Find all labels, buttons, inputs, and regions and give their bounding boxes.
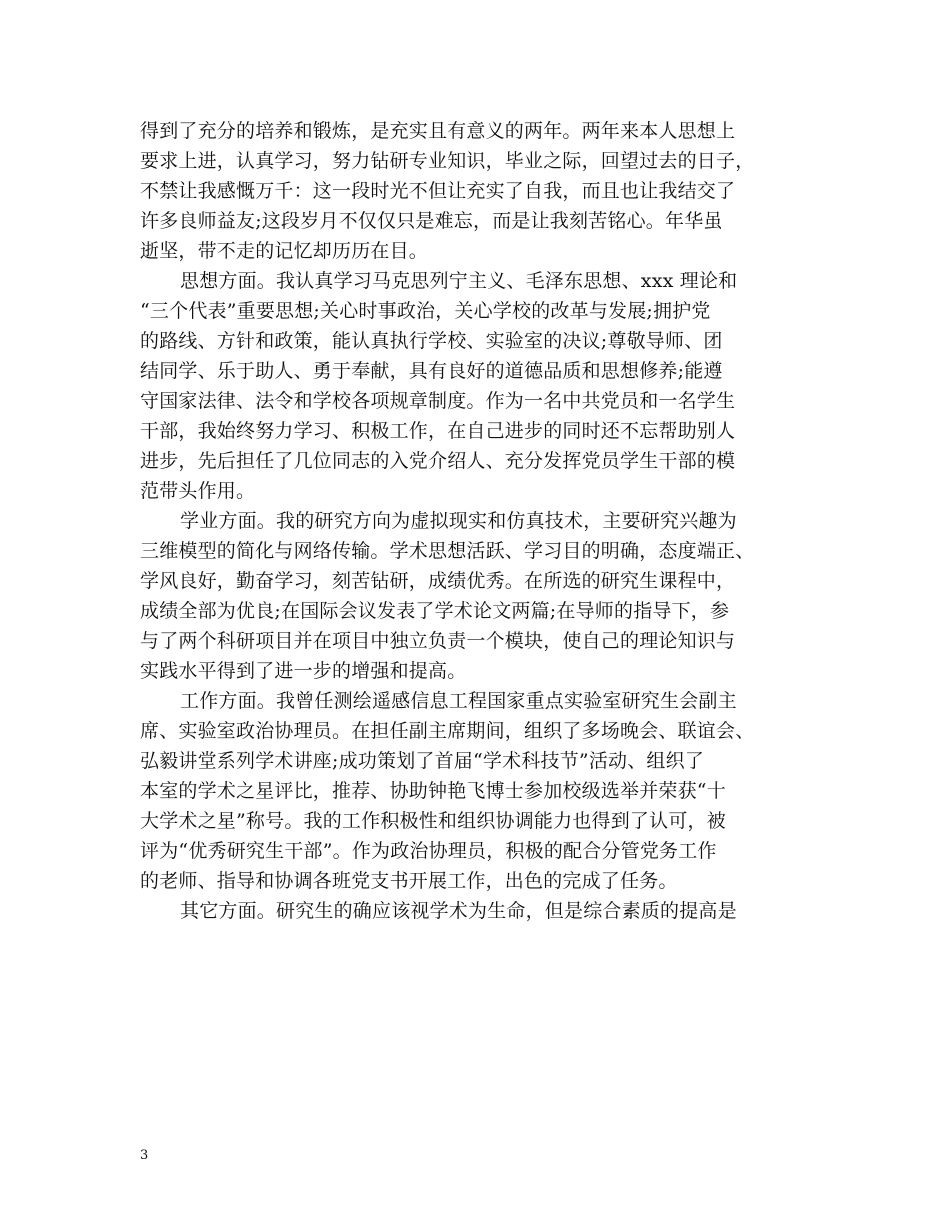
body-text: [140, 116, 820, 926]
text-line: 评为“优秀研究生干部”。作为政治协理员，积极的配合分管党务工作: [140, 840, 717, 862]
text-line: 工作方面。我曾任测绘遥感信息工程国家重点实验室研究生会副主: [180, 690, 737, 712]
text-line: 结同学、乐于助人、勇于奉献，具有良好的道德品质和思想修养;能遵: [140, 360, 723, 382]
text-line: 与了两个科研项目并在项目中独立负责一个模块，使自己的理论知识与: [140, 630, 736, 652]
text-line: 学业方面。我的研究方向为虚拟现实和仿真技术，主要研究兴趣为: [180, 510, 737, 532]
text-line: 弘毅讲堂系列学术讲座;成功策划了首届“学术科技节”活动、组织了: [140, 750, 705, 772]
paragraph: [140, 506, 820, 686]
text-line: 许多良师益友;这段岁月不仅仅只是难忘，而是让我刻苦铭心。年华虽: [140, 210, 723, 232]
text-line: 范带头作用。: [140, 480, 256, 502]
text-line: 三维模型的简化与网络传输。学术思想活跃、学习目的明确，态度端正、: [140, 540, 755, 562]
text-line: 学风良好，勤奋学习，刻苦钻研，成绩优秀。在所选的研究生课程中，: [140, 570, 736, 592]
paragraph: [140, 266, 820, 506]
text-line: 的老师、指导和协调各班党支书开展工作，出色的完成了任务。: [140, 870, 678, 892]
text-line: 成绩全部为优良;在国际会议发表了学术论文两篇;在导师的指导下，参: [140, 600, 730, 622]
text-line: 实践水平得到了进一步的增强和提高。: [140, 660, 467, 682]
text-line: 的路线、方针和政策，能认真执行学校、实验室的决议;尊敬导师、团: [140, 330, 723, 352]
text-line: 守国家法律、法令和学校各项规章制度。作为一名中共党员和一名学生: [140, 390, 736, 412]
text-line: 逝坚，带不走的记忆却历历在目。: [140, 240, 429, 262]
paragraph: [140, 116, 820, 266]
text-line: 干部，我始终努力学习、积极工作，在自己进步的同时还不忘帮助别人: [140, 420, 736, 442]
text-line: 思想方面。我认真学习马克思列宁主义、毛泽东思想、xxx 理论和: [180, 270, 738, 292]
text-line: 要求上进，认真学习，努力钻研专业知识，毕业之际，回望过去的日子，: [140, 150, 755, 172]
paragraph: [140, 686, 820, 896]
page-number: 3: [140, 1148, 149, 1163]
text-line: 大学术之星”称号。我的工作积极性和组织协调能力也得到了认可，被: [140, 810, 726, 832]
paragraph: [140, 896, 820, 926]
text-line: 席、实验室政治协理员。在担任副主席期间，组织了多场晚会、联谊会、: [140, 720, 755, 742]
text-line: 得到了充分的培养和锻炼，是充实且有意义的两年。两年来本人思想上: [140, 120, 736, 142]
text-line: 本室的学术之星评比，推荐、协助钟艳飞博士参加校级选举并荣获“十: [140, 780, 726, 802]
text-line: 其它方面。研究生的确应该视学术为生命，但是综合素质的提高是: [180, 900, 737, 922]
text-line: 不禁让我感慨万千：这一段时光不但让充实了自我，而且也让我结交了: [140, 180, 736, 202]
text-line: “三个代表”重要思想;关心时事政治，关心学校的改革与发展;拥护党: [140, 300, 711, 322]
text-line: 进步，先后担任了几位同志的入党介绍人、充分发挥党员学生干部的模: [140, 450, 736, 472]
